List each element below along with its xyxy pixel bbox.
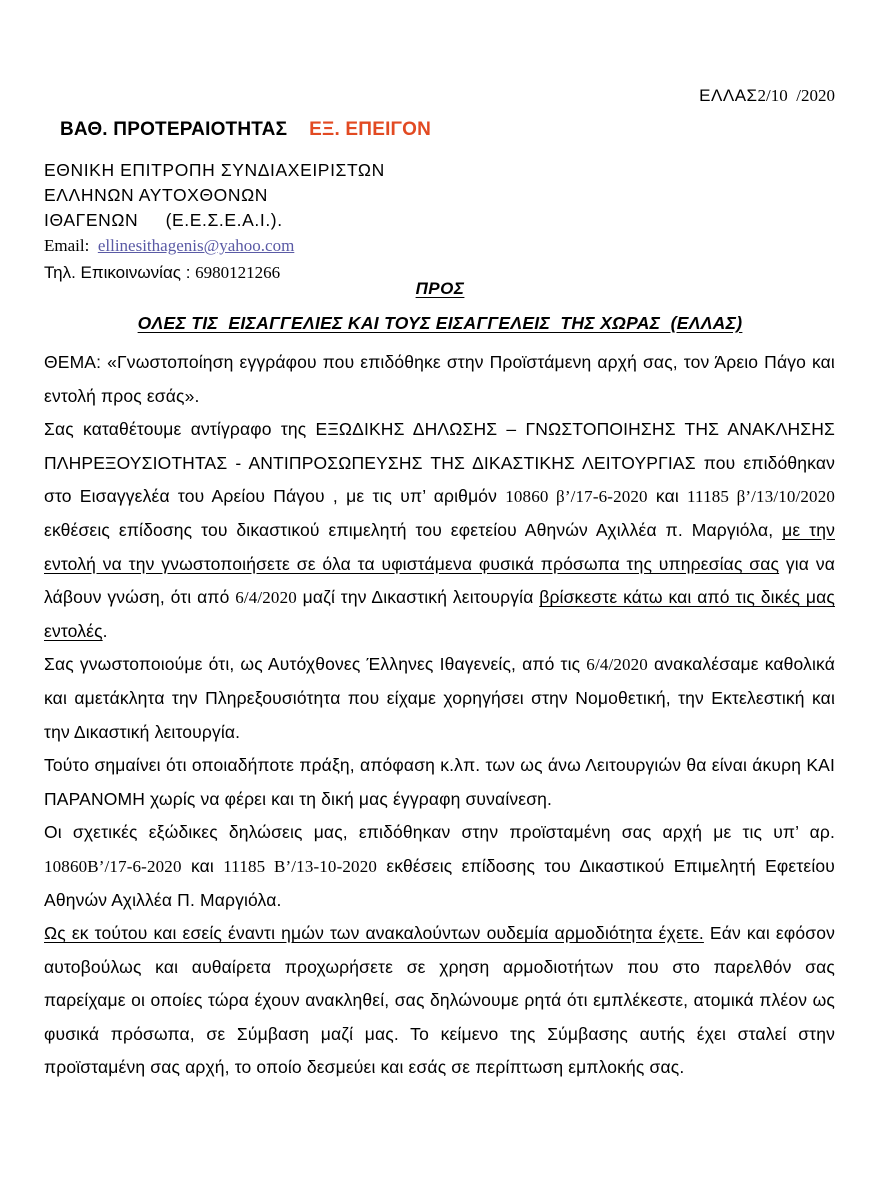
p2-segment-a: Σας γνωστοποιούμε ότι, ως Αυτόχθονες Έλληνες Ιθαγενείς, από τις	[44, 654, 587, 675]
place-label: ΕΛΛΑΣ	[699, 86, 758, 105]
priority-label: ΒΑΘ. ΠΡΟΤΕΡΑΙΟΤΗΤΑΣ	[60, 119, 288, 140]
paragraph-1	[44, 413, 835, 648]
priority-line	[60, 118, 431, 142]
organisation-line-2: ΕΛΛΗΝΩΝ ΑΥΤΟΧΘΟΝΩΝ	[44, 185, 269, 205]
paragraph-3: Τούτο σημαίνει ότι οποιαδήποτε πράξη, απόφαση κ.λπ. των ως άνω Λειτουργιών θα είναι άκυρη ΚΑΙ ΠΑΡΑΝΟΜΗ χωρίς να φέρει και τη δική μας έγγραφη συναίνεση.	[44, 755, 835, 809]
organisation-line-1: ΕΘΝΙΚΗ ΕΠΙΤΡΟΠΗ ΣΥΝΔΙΑΧΕΙΡΙΣΤΩΝ	[44, 160, 385, 180]
p4-reference-2: 11185 Β’/13-10-2020	[223, 856, 377, 876]
p1-emphasis-2: βρίσκεστε κάτω και από τις δικές μας εντολές	[44, 587, 835, 641]
p1-segment-d: για να λάβουν γνώση, ότι από	[44, 553, 835, 608]
paragraph-5	[44, 917, 835, 1085]
email-link[interactable]: ellinesithagenis@yahoo.com	[97, 236, 295, 255]
p5-emphasis-main: εσείς έναντι ημών των ανακαλούντων ουδεμία αρμοδιότητα έχετε.	[182, 923, 704, 944]
paragraph-4	[44, 816, 835, 917]
phone-number: 6980121266	[195, 263, 281, 282]
urgent-badge: ΕΞ. ΕΠΕΙΓΟΝ	[309, 119, 432, 140]
to-heading-text: ΠΡΟΣ	[415, 279, 465, 298]
email-label: Email:	[44, 236, 98, 255]
p4-reference-1: 10860Β’/17-6-2020	[44, 856, 182, 876]
p4-segment-b: και	[181, 855, 224, 876]
place-date-line	[44, 85, 835, 107]
p1-reference-2: 11185 β’/13/10/2020	[687, 487, 835, 507]
p1-segment-b: και	[647, 486, 688, 507]
p1-date: 6/4/2020	[235, 588, 297, 608]
document-body	[44, 346, 835, 1085]
p1-segment-c: εκθέσεις επίδοσης του δικαστικού επιμελητή του εφετείου Αθηνών Αχιλλέα π. Μαργιόλα,	[44, 519, 783, 540]
p1-segment-a: Σας καταθέτουμε αντίγραφο της ΕΞΩΔΙΚΗΣ ΔΗΛΩΣΗΣ – ΓΝΩΣΤΟΠΟΙΗΣΗΣ ΤΗΣ ΑΝΑΚΛΗΣΗΣ ΠΛΗΡΕΞΟΥΣΙΟΤΗΤΑΣ - ΑΝΤΙΠΡΟΣΩΠΕΥΣΗΣ ΤΗΣ ΔΙΚΑΣΤΙΚΗΣ ΛΕΙΤΟΥΡΓΙΑΣ που επιδόθηκαν στο Εισαγγελέα του Αρείου Πάγου , με τις υπ’ αριθμόν	[44, 419, 835, 507]
p4-segment-a: Οι σχετικές εξώδικες δηλώσεις μας, επιδόθηκαν στην προϊσταμένη σας αρχή με τις υπ’ αρ.	[44, 822, 835, 843]
document-date: 2/10 /2020	[757, 86, 835, 105]
email-line	[44, 233, 544, 259]
recipients-heading	[0, 313, 880, 334]
subject-text: «Γνωστοποίηση εγγράφου που επιδόθηκε στην Προϊστάμενη αρχή σας, τον Άρειο Πάγο και εντολή προς εσάς».	[44, 352, 835, 406]
p1-reference-1: 10860 β’/17-6-2020	[505, 487, 648, 507]
organisation-line-3: ΙΘΑΓΕΝΩΝ (Ε.Ε.Σ.Ε.Α.Ι.).	[44, 210, 283, 230]
p5-emphasis-start: Ως εκ τούτου και	[44, 923, 183, 944]
organisation-block	[44, 158, 544, 286]
p5-rest: Εάν και εφόσον αυτοβούλως και αυθαίρετα προχωρήσετε σε χρηση αρμοδιοτήτων που στο παρελθόν σας παρείχαμε οι οποίες τώρα έχουν ανακληθεί, σας δηλώνουμε ρητά ότι εμπλέκεστε, ατομικά πλέον ως φυσικά πρόσωπα, σε Σύμβαση μαζί μας. Το κείμενο της Σύμβασης αυτής έχει σταλεί στην προϊσταμένη σας αρχή, το οποίο δεσμεύει και εσάς σε περίπτωση εμπλοκής σας.	[44, 923, 835, 1078]
phone-label: Τηλ. Επικοινωνίας :	[44, 263, 196, 282]
p4-segment-c: εκθέσεις επίδοσης του Δικαστικού Επιμελητή Εφετείου Αθηνών Αχιλλέα Π. Μαργιόλα.	[44, 855, 835, 910]
p1-emphasis-1: με την εντολή να την γνωστοποιήσετε σε όλα τα υφιστάμενα φυσικά πρόσωπα της υπηρεσίας σας	[44, 519, 835, 574]
p1-segment-e: μαζί την Δικαστική λειτουργία	[296, 587, 540, 608]
subject-paragraph	[44, 346, 835, 413]
p2-segment-b: ανακαλέσαμε καθολικά και αμετάκλητα την Πληρεξουσιότητα που είχαμε χορηγήσει στην Νομοθετική, την Εκτελεστική και την Δικαστική λειτουργία.	[44, 654, 835, 742]
paragraph-2	[44, 648, 835, 749]
p1-segment-f: .	[102, 620, 108, 641]
to-heading	[0, 279, 880, 299]
subject-label: ΘΕΜΑ:	[44, 352, 108, 372]
p2-date: 6/4/2020	[586, 655, 648, 675]
recipients-text: ΟΛΕΣ ΤΙΣ ΕΙΣΑΓΓΕΛΙΕΣ ΚΑΙ ΤΟΥΣ ΕΙΣΑΓΓΕΛΕΙΣ ΤΗΣ ΧΩΡΑΣ (ΕΛΛΑΣ)	[137, 313, 743, 333]
